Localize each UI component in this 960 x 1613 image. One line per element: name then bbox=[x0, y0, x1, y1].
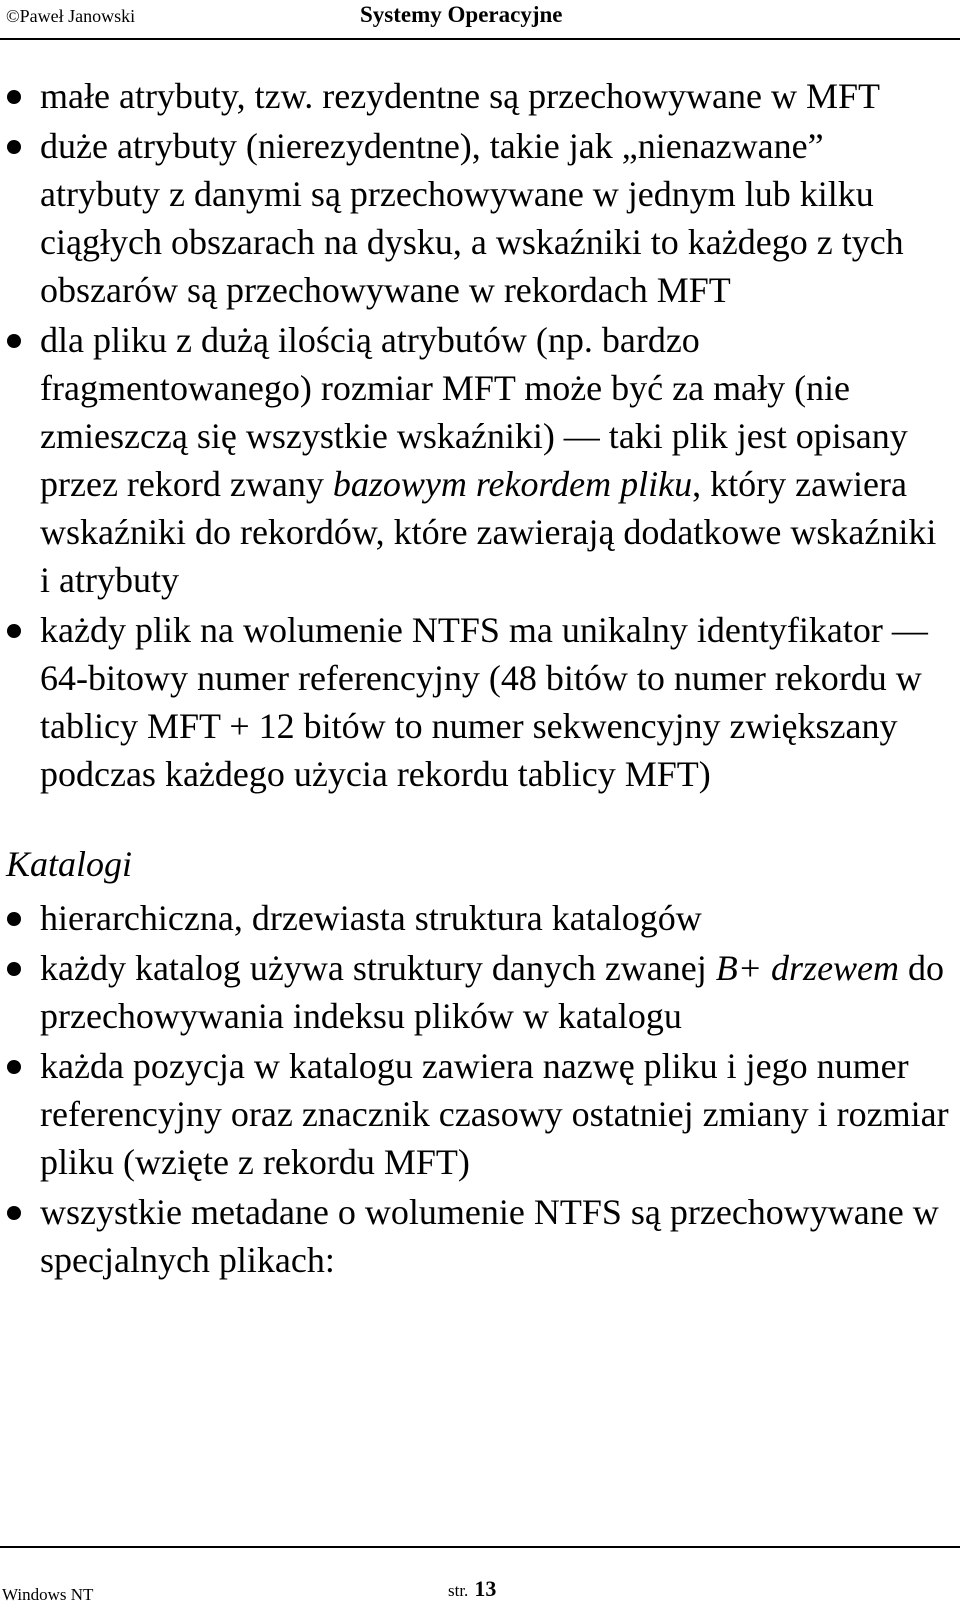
bullet-text: dla pliku z dużą ilością atrybutów (np. bardzo fragmentowanego) rozmiar MFT może być za mały (nie zmieszczą się wszystkie wskaźniki) — taki plik jest opisany przez rekord zwany bbox=[40, 320, 908, 504]
bullet-dot-icon bbox=[7, 1206, 21, 1220]
bullet-dot-icon bbox=[7, 140, 21, 154]
bullet-list-katalogi bbox=[0, 894, 950, 1284]
bullet-text-italic: bazowym rekordem pliku bbox=[332, 464, 693, 504]
bullet-list-mft bbox=[0, 72, 950, 798]
page-label: str. bbox=[448, 1581, 469, 1600]
main-content bbox=[0, 72, 950, 1286]
bullet-text: każdy plik na wolumenie NTFS ma unikalny identyfikator — 64-bitowy numer referencyjny (48 bitów to numer rekordu w tablicy MFT + 12 bitów to numer sekwencyjny zwiększany podczas każdego użycia rekordu tablicy MFT) bbox=[40, 610, 928, 794]
bullet-item bbox=[0, 894, 950, 942]
bullet-item bbox=[0, 1042, 950, 1186]
header-divider bbox=[0, 38, 960, 40]
bullet-text: wszystkie metadane o wolumenie NTFS są przechowywane w specjalnych plikach: bbox=[40, 1192, 939, 1280]
bullet-text: hierarchiczna, drzewiasta struktura katalogów bbox=[40, 898, 702, 938]
bullet-item bbox=[0, 1188, 950, 1284]
bullet-item bbox=[0, 944, 950, 1040]
bullet-text: duże atrybuty (nierezydentne), takie jak „nienazwane” atrybuty z danymi są przechowywane w jednym lub kilku ciągłych obszarach na dysku, a wskaźniki to każdego z tych obszarów są przechowywane w rekordach MFT bbox=[40, 126, 904, 310]
bullet-item bbox=[0, 606, 950, 798]
footer-label: Windows NT bbox=[2, 1585, 94, 1604]
bullet-dot-icon bbox=[7, 90, 21, 104]
bullet-text: do przechowywania indeksu plików w katalogu bbox=[40, 948, 945, 1036]
bullet-text: małe atrybuty, tzw. rezydentne są przechowywane w MFT bbox=[40, 76, 881, 116]
bullet-text: każdy katalog używa struktury danych zwanej bbox=[40, 948, 716, 988]
copyright-text: ©Paweł Janowski bbox=[6, 6, 136, 26]
bullet-text-italic: B+ drzewem bbox=[715, 948, 900, 988]
bullet-dot-icon bbox=[7, 1060, 21, 1074]
bullet-text: każda pozycja w katalogu zawiera nazwę pliku i jego numer referencyjny oraz znacznik czasowy ostatniej zmiany i rozmiar pliku (wzięte z rekordu MFT) bbox=[40, 1046, 949, 1182]
section-heading-katalogi: Katalogi bbox=[6, 844, 133, 884]
bullet-dot-icon bbox=[7, 624, 21, 638]
bullet-dot-icon bbox=[7, 912, 21, 926]
bullet-item bbox=[0, 316, 950, 604]
page-number-block bbox=[448, 1576, 496, 1602]
page-header-title: Systemy Operacyjne bbox=[360, 2, 563, 27]
bullet-dot-icon bbox=[7, 962, 21, 976]
page-number: 13 bbox=[474, 1576, 497, 1601]
bullet-item bbox=[0, 72, 950, 120]
bullet-text: , który zawiera wskaźniki do rekordów, które zawierają dodatkowe wskaźniki i atrybuty bbox=[40, 464, 937, 600]
footer-divider bbox=[0, 1546, 960, 1548]
bullet-item bbox=[0, 122, 950, 314]
bullet-dot-icon bbox=[7, 334, 21, 348]
